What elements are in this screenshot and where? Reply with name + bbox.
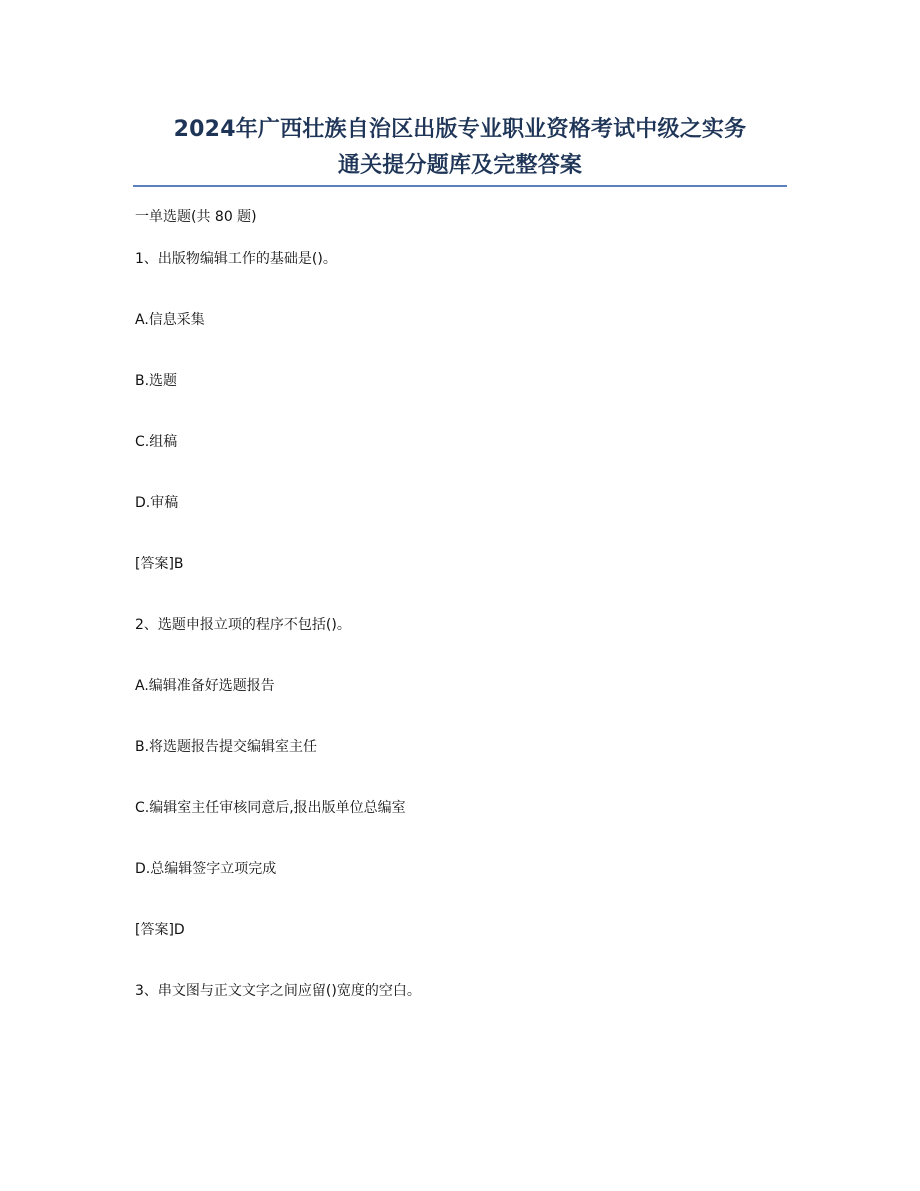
document-body bbox=[135, 207, 785, 1042]
question-1-option-a: A.信息采集 bbox=[135, 312, 205, 328]
question-2-option-b: B.将选题报告提交编辑室主任 bbox=[135, 739, 318, 755]
title-line-2: 通关提分题库及完整答案 bbox=[337, 153, 583, 178]
section-heading: 一单选题(共 80 题) bbox=[135, 209, 257, 225]
question-2-option-c: C.编辑室主任审核同意后,报出版单位总编室 bbox=[135, 800, 406, 816]
title-underline bbox=[133, 185, 787, 187]
document-title bbox=[133, 112, 787, 184]
question-1-answer: [答案]B bbox=[135, 556, 184, 572]
question-2-option-a: A.编辑准备好选题报告 bbox=[135, 678, 275, 694]
question-3-stem: 3、串文图与正文文字之间应留()宽度的空白。 bbox=[135, 983, 421, 999]
question-1-option-d: D.审稿 bbox=[135, 495, 179, 511]
question-1-option-c: C.组稿 bbox=[135, 434, 178, 450]
question-1-stem: 1、出版物编辑工作的基础是()。 bbox=[135, 251, 337, 267]
question-2-option-d: D.总编辑签字立项完成 bbox=[135, 861, 277, 877]
question-1-option-b: B.选题 bbox=[135, 373, 178, 389]
question-2-answer: [答案]D bbox=[135, 922, 185, 938]
title-line-1: 2024年广西壮族自治区出版专业职业资格考试中级之实务 bbox=[173, 117, 747, 142]
question-2-stem: 2、选题申报立项的程序不包括()。 bbox=[135, 617, 351, 633]
